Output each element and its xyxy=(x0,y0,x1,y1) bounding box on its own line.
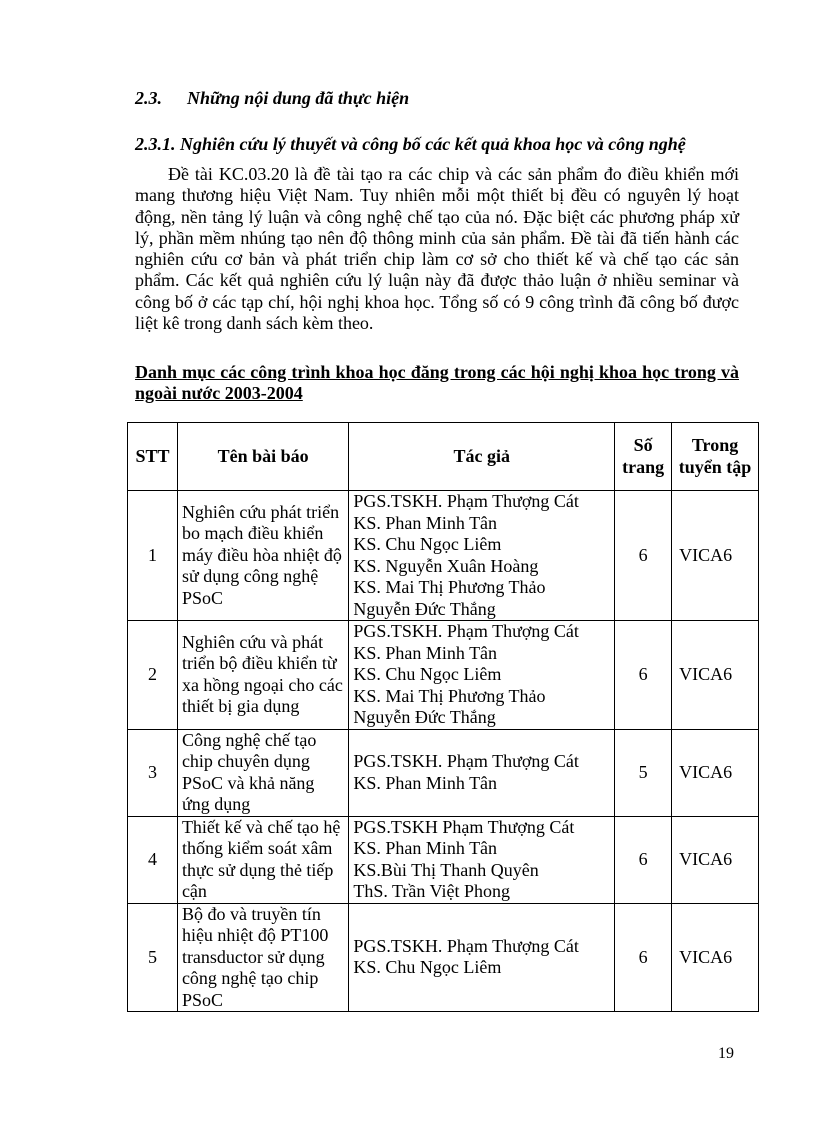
cell-stt: 3 xyxy=(128,729,178,816)
cell-pages: 6 xyxy=(615,816,672,903)
cell-title: Bộ đo và truyền tín hiệu nhiệt độ PT100 transductor sử dụng công nghệ tạo chip PSoC xyxy=(177,903,348,1012)
author-name: PGS.TSKH. Phạm Thượng Cát xyxy=(353,751,579,771)
table-row xyxy=(128,729,759,816)
author-name: Nguyễn Đức Thắng xyxy=(353,598,496,619)
header-title: Tên bài báo xyxy=(177,423,348,491)
cell-title: Nghiên cứu và phát triển bộ điều khiển từ xa hồng ngoại cho các thiết bị gia dụng xyxy=(177,621,348,730)
table-row xyxy=(128,491,759,621)
author-name: Nguyễn Đức Thắng xyxy=(353,707,496,727)
author-name: KS. Nguyễn Xuân Hoàng xyxy=(353,555,539,576)
author-name: KS.Bùi Thị Thanh Quyên xyxy=(353,859,539,880)
cell-pages: 6 xyxy=(615,903,672,1012)
cell-venue: VICA6 xyxy=(672,621,759,730)
author-name: KS. Mai Thị Phương Thảo xyxy=(353,577,546,597)
header-stt: STT xyxy=(128,423,178,491)
author-name: PGS.TSKH. Phạm Thượng Cát xyxy=(353,935,579,956)
cell-authors xyxy=(349,816,615,903)
publications-table xyxy=(127,422,759,1012)
author-name: KS. Phan Minh Tân xyxy=(353,642,498,663)
author-name: KS. Mai Thị Phương Thảo xyxy=(353,685,546,706)
cell-authors xyxy=(349,621,615,730)
cell-title: Thiết kế và chế tạo hệ thống kiểm soát xâm thực sử dụng thẻ tiếp cận xyxy=(177,816,348,903)
section-heading xyxy=(135,88,409,109)
cell-pages: 6 xyxy=(615,621,672,730)
cell-stt: 5 xyxy=(128,903,178,1012)
cell-title: Công nghệ chế tạo chip chuyên dụng PSoC và khả năng ứng dụng xyxy=(177,729,348,816)
author-name: KS. Chu Ngọc Liêm xyxy=(353,957,502,978)
author-name: KS. Phan Minh Tân xyxy=(353,838,498,858)
author-name: KS. Chu Ngọc Liêm xyxy=(353,664,502,684)
cell-authors xyxy=(349,729,615,816)
cell-authors xyxy=(349,903,615,1012)
cell-venue: VICA6 xyxy=(672,729,759,816)
cell-pages: 6 xyxy=(615,491,672,621)
table-row xyxy=(128,903,759,1012)
author-name: PGS.TSKH Phạm Thượng Cát xyxy=(353,816,575,837)
author-name: KS. Chu Ngọc Liêm xyxy=(353,534,502,554)
cell-stt: 1 xyxy=(128,491,178,621)
cell-stt: 2 xyxy=(128,621,178,730)
page-number: 19 xyxy=(718,1045,734,1062)
cell-pages: 5 xyxy=(615,729,672,816)
cell-venue: VICA6 xyxy=(672,816,759,903)
subsection-heading: 2.3.1. Nghiên cứu lý thuyết và công bố các kết quả khoa học và công nghệ xyxy=(135,134,686,154)
section-title: Những nội dung đã thực hiện xyxy=(187,88,410,108)
header-pages: Số trang xyxy=(615,423,672,491)
author-name: PGS.TSKH. Phạm Thượng Cát xyxy=(353,621,579,641)
table-row xyxy=(128,621,759,730)
author-name: KS. Phan Minh Tân xyxy=(353,772,498,793)
header-authors: Tác giả xyxy=(349,423,615,491)
publication-list-title: Danh mục các công trình khoa học đăng trong các hội nghị khoa học trong và ngoài nước 2003-2004 xyxy=(135,362,739,403)
cell-venue: VICA6 xyxy=(672,491,759,621)
author-name: PGS.TSKH. Phạm Thượng Cát xyxy=(353,491,579,511)
table-row xyxy=(128,816,759,903)
author-name: KS. Phan Minh Tân xyxy=(353,512,498,533)
table-header-row xyxy=(128,423,759,491)
table-body xyxy=(128,491,759,1012)
cell-stt: 4 xyxy=(128,816,178,903)
body-paragraph: Đề tài KC.03.20 là đề tài tạo ra các chip và các sản phẩm đo điều khiển mới mang thương hiệu Việt Nam. Tuy nhiên mỗi một thiết bị đều có nguyên lý hoạt động, nền tảng lý luận và công nghệ chế tạo của nó. Đặc biệt các phương pháp xử lý, phần mềm nhúng tạo nên độ thông minh của sản phẩm. Đề tài đã tiến hành các nghiên cứu cơ bản và phát triển chip làm cơ sở cho thiết kế và chế tạo các sản phẩm. Các kết quả nghiên cứu lý luận này đã được thảo luận ở nhiều seminar và công bố ở các tạp chí, hội nghị khoa học. Tổng số có 9 công trình đã công bố được liệt kê trong danh sách kèm theo. xyxy=(135,164,739,334)
cell-title: Nghiên cứu phát triển bo mạch điều khiển máy điều hòa nhiệt độ sử dụng công nghệ PSoC xyxy=(177,491,348,621)
cell-venue: VICA6 xyxy=(672,903,759,1012)
cell-authors xyxy=(349,491,615,621)
section-number: 2.3. xyxy=(135,88,162,108)
author-name: ThS. Trần Việt Phong xyxy=(353,881,510,901)
header-venue: Trong tuyển tập xyxy=(672,423,759,491)
